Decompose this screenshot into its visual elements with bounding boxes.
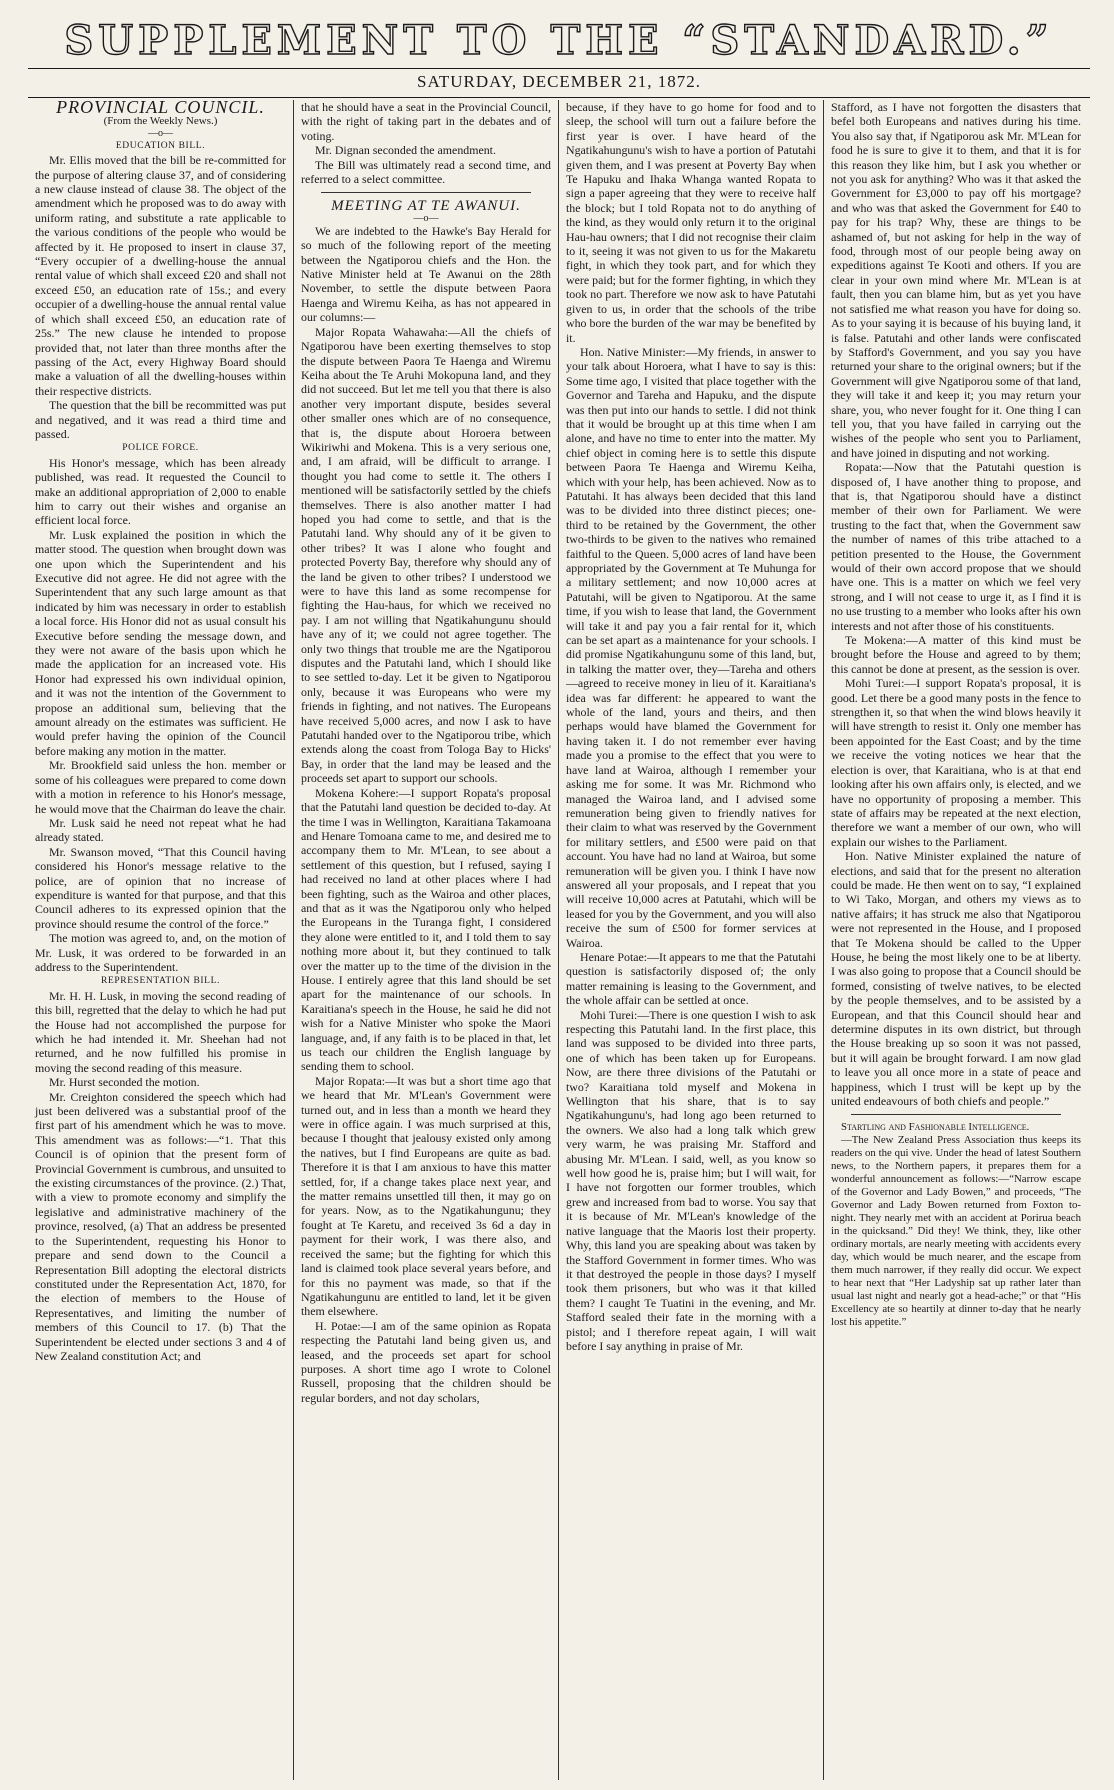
paragraph: The question that the bill be recommitted was put and negatived, and it was read a third time and passed.	[35, 398, 286, 441]
columns	[28, 100, 1090, 1780]
ornament-divider: —o—	[148, 127, 173, 139]
paragraph: The Bill was ultimately read a second time, and referred to a select committee.	[301, 157, 551, 187]
ornament-divider: —o—	[413, 212, 439, 224]
paragraph: Hon. Native Minister:—My friends, in answer to your talk about Horoera, what I have to say is this: Some time ago, I visited that place together with the Governor and Tareha and Hapuku, and the dispute was then put into our hands to settle. I did not think that it would be brought up at this time when I am alone, and have no time to enter into the matter. My chief object in coming here is to settle this dispute between Paora Te Haenga and Wiremu Keiha, which with your help, has been achieved. Now as to Patutahi. It has always been decided that this land was to be divided into three distinct pieces; one-third to be retained by the Government, the other two-thirds to be given to the natives who remained faithful to the Queen. 5,000 acres of land have been appropriated by the Government at Te Muhunga for a military settlement; and now 10,000 acres at Patutahi, will be given to Ngatiporou. At the same time, if you wish to lease that land, the Government will take it and pay you a fair rental for it, which can be set apart as a maintenance for your schools. I did promise Ngatikahungunu some of this land, but, in talking the matter over, they—Tareha and others—agreed to receive money in lieu of it. Karaitiana's idea was far different: he appeared to want the whole of the land, yours and theirs, and then perhaps would have blamed the Government for having taken it. I do not remember ever having made you a promise to the effect that you were to have land at Wairoa, although I remember your asking me for some. It was Mr. Richmond who managed the Wairoa land, and I advised some remuneration being given to friendly natives for their claim to what was reserved by the Government for military settlers, and £500 were paid on that account. You have had no land at Wairoa, but some remuneration will be given you. I think I have now answered all your proposals, and I repeat that you will receive 10,000 acres at Patutahi, which will be leased for you by the Government, and you will also receive the sum of £500 for former services at Wairoa.	[566, 344, 816, 950]
source-note: (From the Weekly News.)	[103, 115, 218, 128]
paragraph: Mr. Creighton considered the speech which had just been delivered was a substantial proof of the first part of his amendment which he was to move. This amendment was as follows:—“1. That this Council is of opinion that the present form of Provincial Government is cumbrous, and unsuited to the existing circumstances of the province. (2.) That, with a view to promote economy and simplify the legislative and administrative machinery of the province, resolved, (a) That an address be presented to the Superintendent, requesting his Honor to prepare and send down to the Council a Representation Bill adopting the electoral districts constituted under the Representation Act, 1870, for the election of members to the House of Representatives, and limiting the number of members of this Council to 17. (b) That the Superintendent be elected under sections 3 and 4 of New Zealand constitution Act; and	[35, 1089, 286, 1363]
paragraph: Mr. Lusk said he need not repeat what he had already stated.	[35, 815, 286, 845]
paragraph: The motion was agreed to, and, on the motion of Mr. Lusk, it was ordered to be forwarded in an address to the Superintendent.	[35, 931, 286, 974]
paragraph: Mr. Brookfield said unless the hon. member or some of his colleagues were prepared to come down with a motion in reference to his Honor's message, he would move that the Chairman do leave the chair.	[35, 758, 286, 816]
supplement-title: SUPPLEMENT TO THE “STANDARD.”	[64, 17, 1054, 64]
subhead-representation-bill: REPRESENTATION BILL.	[101, 976, 220, 987]
dateline: SATURDAY, DECEMBER 21, 1872.	[417, 72, 701, 91]
column-3	[558, 100, 823, 1780]
subhead-police-force: POLICE FORCE.	[122, 443, 199, 454]
column-2	[293, 100, 558, 1780]
section-rule	[851, 1114, 1061, 1115]
paragraph: Mr. Ellis moved that the bill be re-committed for the purpose of altering clause 37, and of considering a new clause instead of clause 38. The object of the amendment which he proposed was to do away with uniform rating, and substitute a rate applicable to the various conditions of the people who would be affected by it. He proposed to insert in clause 37, “Every occupier of a dwelling-house the annual rental value of which shall exceed £20 and shall not exceed £50, an education rate of 15s.; and every occupier of a dwelling-house the annual rental value of which shall exceed £50, an education rate of 25s.” The new clause he intended to propose provided that, not later than three months after the passing of the Act, every Highway Board should make a valuation of all the dwelling-houses within their respective districts.	[35, 153, 286, 398]
paragraph: that he should have a seat in the Provincial Council, with the right of taking part in the debates and of voting.	[301, 100, 551, 143]
paragraph: —The New Zealand Press Association thus keeps its readers on the qui vive. Under the head of latest Southern news, to the Northern papers, it prepares them for a wonderful announcement as follows:—“Narrow escape of the Governor and Lady Bowen,” and proceeds, “The Governor and Lady Bowen returned from Foxton to-night. They nearly met with an accident at Porirua beach in the quicksand.” Did they! We think, they, like other ordinary mortals, are nearly meeting with accidents every day, which would be much nearer, and the escape from them much narrower, if they really did occur. We expect to hear next that “Her Ladyship sat up rather later than usual last night and nearly got a head-ache;” or that “His Excellency ate so heartily at dinner to-day that he nearly lost his appetite.”	[831, 1134, 1081, 1329]
paragraph: Mr. Hurst seconded the motion.	[49, 1075, 200, 1090]
masthead-rule	[28, 68, 1090, 69]
dateline-rule	[28, 97, 1090, 98]
paragraph: Mr. Swanson moved, “That this Council having considered his Honor's message relative to the police, are of opinion that no increase of expenditure is wanted for that purpose, and that this Council adheres to its expressed opinion that the province should resume the control of the force.”	[35, 844, 286, 931]
paragraph: because, if they have to go home for food and to sleep, the school will turn out a failure before the first year is over. I have heard of the Ngatikahungunu's wish to have a portion of Patutahi given them, and I was present at Poverty Bay when Te Hapuku and Ihaka Whanga wanted Ropata to sign a paper agreeing that they were to receive half the block; but I told Ropata not to do anything of the kind, as they would only return it to the original Hau-hau owners; that I did not recognise their claim to it, seeing it was not given to us for the Makaretu fight, in which they took part, and for which they were paid; but for the former fighting, in which they took no part. Therefore we now ask to have Patutahi given to us, in order that the schools of the tribe who bore the burden of the war may be benefited by it.	[566, 100, 816, 345]
intelligence-subhead: Startling and Fashionable Intelligence.	[841, 1121, 1030, 1134]
masthead	[28, 18, 1090, 98]
paragraph: Mr. H. H. Lusk, in moving the second reading of this bill, regretted that the delay to which he had put the House had not accomplished the purpose for which he had intended it. Mr. Sheehan had not returned, and he now fulfilled his promise in moving the second reading of this measure.	[35, 988, 286, 1075]
paragraph: His Honor's message, which has been already published, was read. It requested the Council to make an additional appropriation of 2,000 to enable him to carry out their wishes and organise an efficient local force.	[35, 455, 286, 528]
paragraph: Henare Potae:—It appears to me that the Patutahi question is satisfactorily disposed of; the only matter remaining is leasing to the Government, and the whole affair can be settled at once.	[566, 949, 816, 1008]
paragraph: Major Ropata:—It was but a short time ago that we heard that Mr. M'Lean's Government were turned out, and in less than a month we heard they were in office again. I was much surprised at this, because I thought that jealousy existed only among the natives, but I find Europeans are quite as bad. Therefore it is that I am anxious to have this matter settled, for, if a change takes place next year, and the matter remains unsettled till then, it may go on for years. Now, as to the Ngatikahungunu; they fought at Te Karetu, and received 3s 6d a day in payment for their work, I was there also, and received the same; but the fighting for which this land is claimed took place several years before, and for this no payment was made, so that if the Ngatikahungunu are entitled to land, let it be given them elsewhere.	[301, 1073, 551, 1319]
paragraph: Stafford, as I have not forgotten the disasters that befel both Europeans and natives during his time. You also say that, if Ngatiporou ask Mr. M'Lean for food he is sure to give it to them, and that it is for this reason they like him, but I ask you whether or not you ask for anything? Who was it that asked the Government for £3,000 to pay off his mortgage? and who was that asked the Government for £40 to pay for his trap? Why, these are things to be ashamed of, but not asking for help in the way of food, through most of our people being away on expeditions against Te Kooti and others. If you are clear in your own mind where Mr. M'Lean is at fault, then you can blame him, but as yet you have not satisfied me what reason you have for doing so. As to your saying it is because of his buying land, it is false. Patutahi and other lands were confiscated by Stafford's Government, and you say you have returned your share to the original owners; but if the Government will give Ngatiporou some of that land, they will take it and keep it; you may return your share, you, who never fought for it. One thing I can tell you, that you have failed in carrying out the wishes of the people who sent you to Parliament, and have joined in disputing and not working.	[831, 100, 1081, 460]
paragraph: Mohi Turei:—There is one question I wish to ask respecting this Patutahi land. In the first place, this land was supposed to be divided into three parts, one of which has been taken up for Europeans. Now, are there three divisions of the Patutahi or two? Karaitiana told myself and Mokena in Wellington that his share, that is to say Ngatikahungunu's, had long ago been returned to the owners. We also had a long talk which grew very warm, he was praising Mr. Stafford and abusing Mr. M'Lean. I said, well, as you know so well how good he is, praise him; but I will wait, for I have not forgotten our former troubles, which grew and increased from bad to worse. You say that it is because of Mr. M'Lean's knowledge of the native language that the Maoris lost their property. Why, this land you are speaking about was taken by the Stafford Government in former times. Who was it that destroyed the people in those days? I myself took them prisoners, but who was it that killed them? I caught Te Tuatini in the evening, and Mr. Stafford sealed their fate in the morning with a pistol; and I therefore repeat again, I will wait before I say anything in praise of Mr.	[566, 1007, 816, 1353]
column-1	[28, 100, 293, 1780]
subhead-education-bill: EDUCATION BILL.	[115, 140, 206, 151]
paragraph: Mokena Kohere:—I support Ropata's proposal that the Patutahi land question be decided to-day. At the time I was in Wellington, Karaitiana Takamoana and Henare Tomoana came to me, and desired me to accompany them to Mr. M'Lean, to see about a settlement of this question, but I refused, saying I had received no land at other places where I had been fighting, such as the Wairoa and other places, and that as it was the Ngatiporou only who helped the Europeans in the Turanga fight, I considered they alone were entitled to it, and I told them to say nothing more about it, but they continued to talk over the matter up to the time of the division in the House. I entirely agree that this land should be set apart for the maintenance of our schools. In Karaitiana's speech in the House, he said he did not wish for a Native Minister who spoke the Maori language, and, if any faith is to be placed in that, let us teach our children the English language by sending them to school.	[301, 785, 551, 1074]
column-4	[823, 100, 1088, 1780]
paragraph: Mohi Turei:—I support Ropata's proposal, it is good. Let there be a good many posts in the fence to strengthen it, so that when the wind blows heavily it will have strength to resist it. Only one member has been appointed for the East Coast; and by the time we receive the voting notices we hear that the election is over, that Karaitiana, who is at that end looking after his own affairs only, is elected, and we have no opportunity of proposing a member. This state of affairs may be repeated at the next election, therefore we want a member of our own, who will explain our wishes to the Parliament.	[831, 676, 1081, 849]
paragraph: Mr. Dignan seconded the amendment.	[315, 143, 496, 158]
paragraph: Te Mokena:—A matter of this kind must be brought before the House and agreed to by them; this cannot be done at present, as the session is over.	[831, 633, 1081, 676]
paragraph: H. Potae:—I am of the same opinion as Ropata respecting the Patutahi land being given us, and leased, and the proceeds set apart for school purposes. A short time ago I wrote to Colonel Russell, proposing that the children should be regular borders, and not day scholars,	[301, 1318, 551, 1405]
provincial-council-heading: PROVINCIAL COUNCIL.	[56, 100, 265, 117]
paragraph: Ropata:—Now that the Patutahi question is disposed of, I have another thing to propose, and that is, that Ngatiporou should have a distinct member of their own for Parliament. We were trusting to the fact that, when the Government saw the number of names of this tribe attached to a petition presented to the House, the Government would of their own accord propose that we should have one. This is a matter on which we feel very strong, and I will not cease to urge it, as I find it is no use trusting to a member who looks after his own interests and not after those of his constituents.	[831, 460, 1081, 633]
section-rule	[321, 192, 531, 193]
meeting-heading: MEETING AT TE AWANUI.	[331, 198, 521, 215]
paragraph: Mr. Lusk explained the position in which the matter stood. The question when brought down was one upon which the Superintendent and his Executive did not agree. He did not agree with the Superintendent that any such large amount as that indicated by him was necessary in order to establish a local force. His Honor did not as usual consult his Executive before sending the message down, and they were not aware of the basis upon which he made the application for an increased vote. His Honor had expressed his own individual opinion, and it was not the intention of the Government to propose an additional sum, believing that the amount already on the estimates was sufficient. He would prefer having the opinion of the Council before making any motion in the matter.	[35, 527, 286, 758]
paragraph: We are indebted to the Hawke's Bay Herald for so much of the following report of the meeting between the Ngatiporou chiefs and the Hon. the Native Minister held at Te Awanui on the 28th November, to settle the dispute between Paora Haenga and Wiremu Keiha, as has not appeared in our columns:—	[301, 223, 551, 325]
paragraph: Major Ropata Wahawaha:—All the chiefs of Ngatiporou have been exerting themselves to stop the dispute between Paora Te Haenga and Wiremu Keiha about the Te Aruhi Mokopuna land, and they did not succeed. But let me tell you that there is also another very important dispute, besides several other smaller ones which are of no consequence, that is, the dispute about Horoera between Wikiriwhi and Mokena. This is a very serious one, and, I am afraid, will be difficult to arrange. I thought you had come to settle it. The others I mentioned will be satisfactorily settled by the chiefs themselves. There is also another matter I had hoped you had come to settle, and that is the Patutahi land. Why should any of it be given to other tribes? It was I alone who fought and protected Poverty Bay, therefore why should any of the land be given to other tribes? I understood we were to have this land as some recompense for fighting the Hau-haus, for which we received no pay. I am not willing that Ngatikahungunu should have any of it; we could not agree together. The only two things that trouble me are the Ngatiporou disputes and the Patutahi land, which I should like to see settled to-day. Let it be given to Ngatiporou only, because it was Europeans who were my friends in fighting, and not natives. The Europeans have received 5,000 acres, and now I ask to have Patutahi handed over to the Ngatiporou tribe, which extends along the coast from Tologa Bay to Hicks' Bay, in order that the land may be leased and the proceeds set apart to support our schools.	[301, 324, 551, 786]
intelligence-item	[831, 1121, 1081, 1329]
paragraph: Hon. Native Minister explained the nature of elections, and said that for the present no alteration could be made. He then went on to say, “I explained to Wi Tako, Morgan, and others my views as to native affairs; it has struck me also that Ngatiporou were not represented in the House, and I proposed that Te Mokena should be called to the Upper House, he being the most likely one to be at liberty. I was also going to propose that a Council should be formed, consisting of twelve natives, to be elected by the people themselves, and to be assisted by a European, and that this Council should hear and determine disputes in its own district, but through the House breaking up so soon it was not passed, but it will again be brought forward. I am now glad to leave you all once more in a state of peace and happiness, which I trust will be kept up by the united endeavours of both chiefs and people.”	[831, 849, 1081, 1109]
